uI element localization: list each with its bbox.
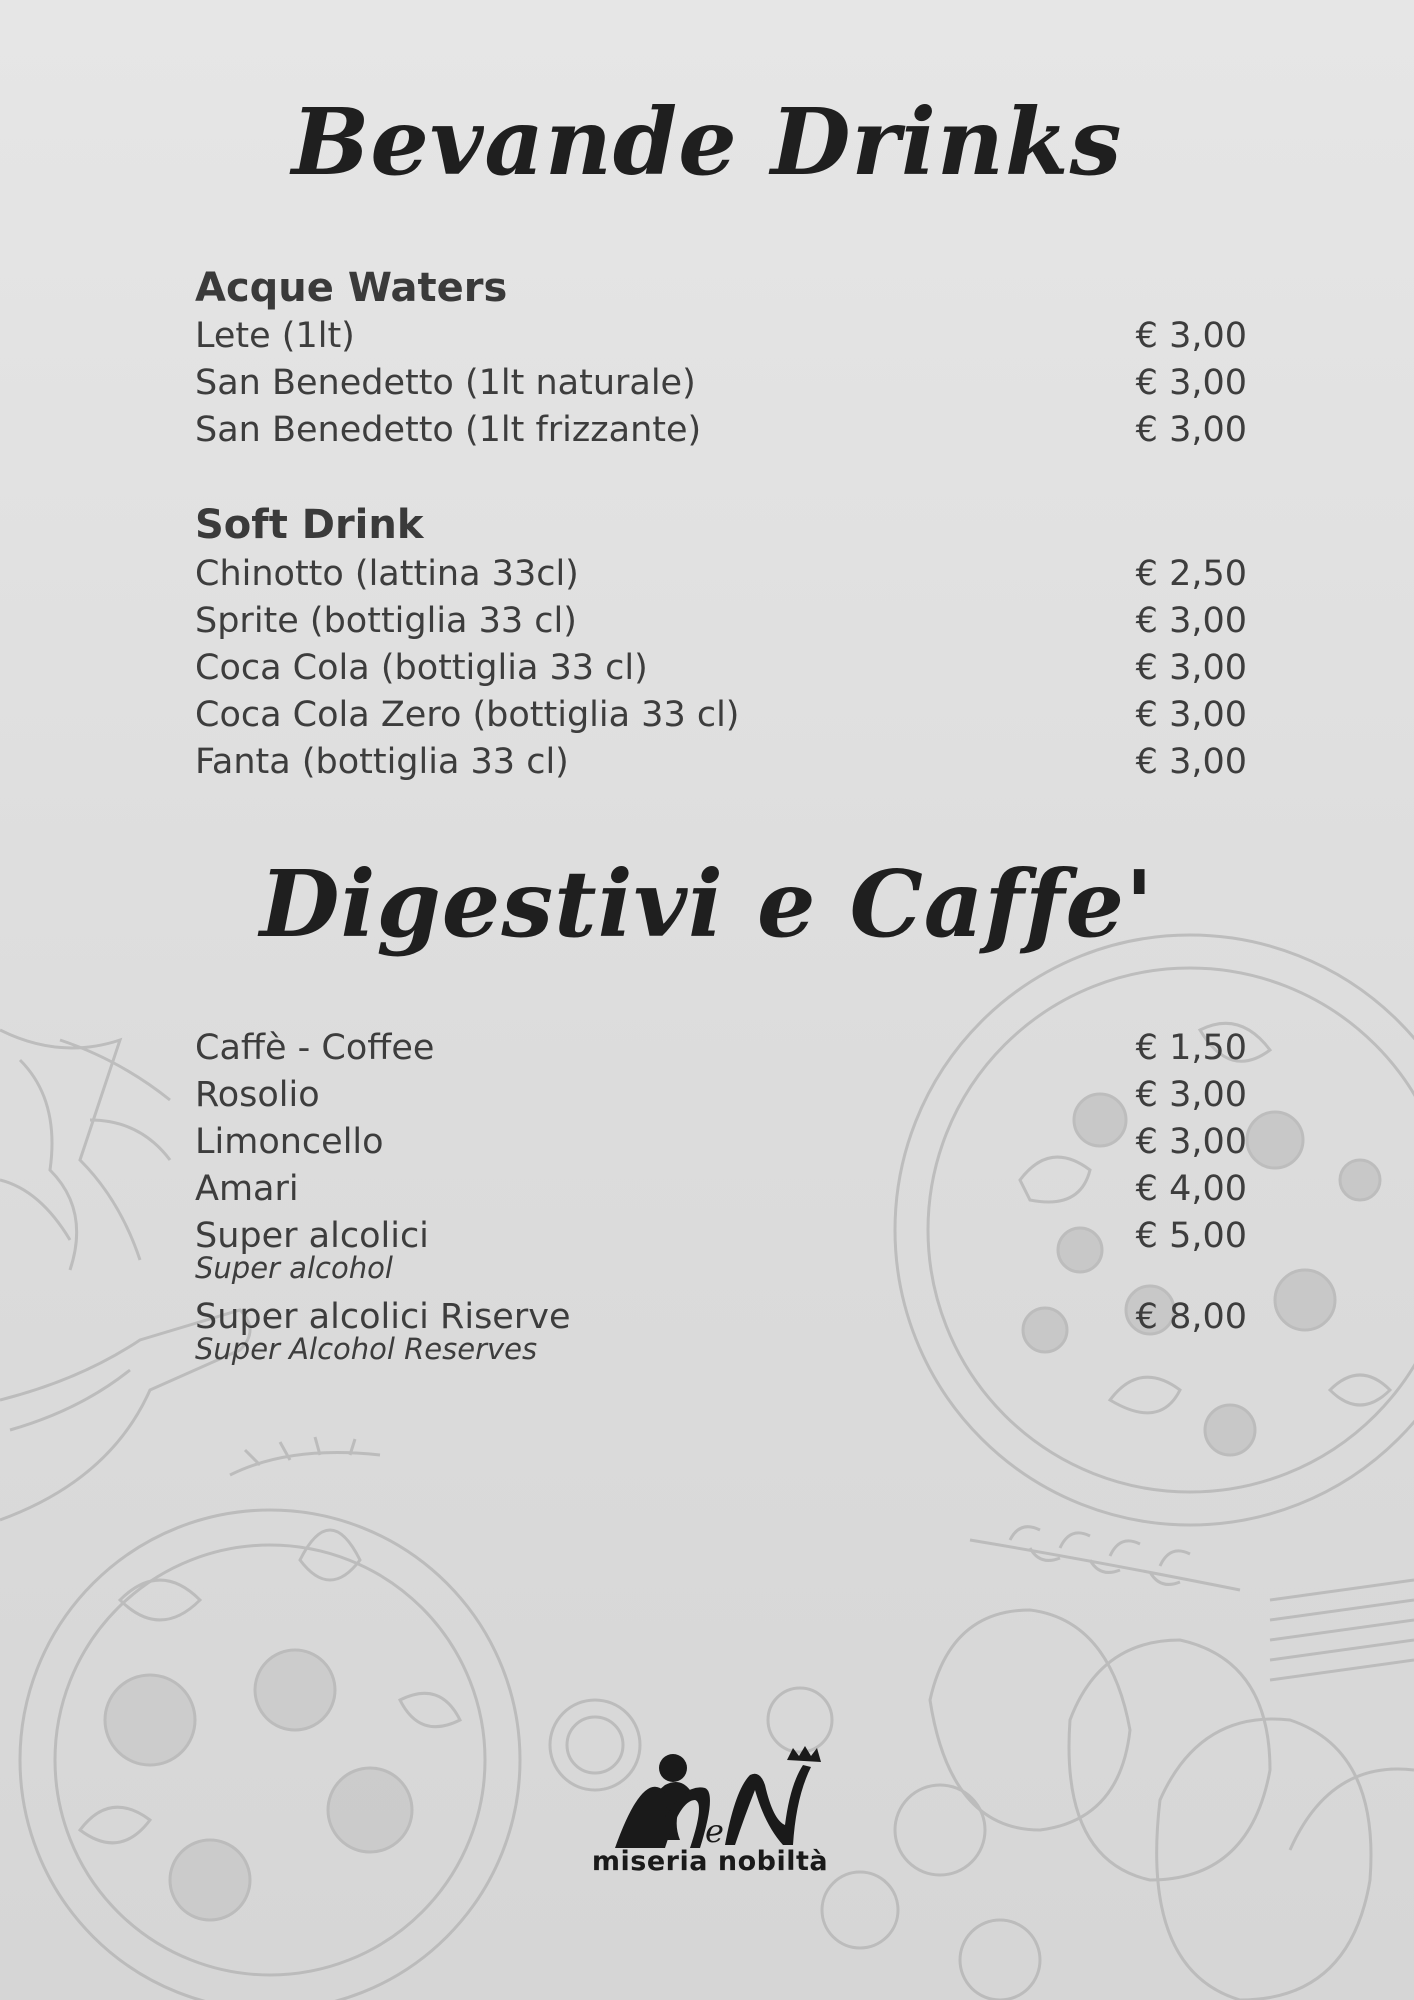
menu-item — [195, 1119, 1247, 1166]
waters-list — [195, 313, 1247, 454]
item-price: € 4,00 — [1135, 1169, 1247, 1209]
item-price: € 3,00 — [1135, 363, 1247, 403]
item-name: Lete (1lt) — [195, 316, 355, 356]
bread-illustration-icon — [930, 1610, 1414, 2000]
item-price: € 2,50 — [1135, 554, 1247, 594]
menu-item — [195, 1025, 1247, 1072]
menu-item — [195, 313, 1247, 360]
menu-item — [195, 1072, 1247, 1119]
logo-text: miseria nobiltà — [591, 1846, 829, 1877]
item-name: Fanta (bottiglia 33 cl) — [195, 742, 569, 782]
item-name: San Benedetto (1lt frizzante) — [195, 410, 702, 450]
item-price: € 3,00 — [1135, 648, 1247, 688]
item-price: € 3,00 — [1135, 742, 1247, 782]
herb-illustration-icon — [0, 1030, 170, 1270]
item-subtitle: Super alcohol — [195, 1251, 393, 1285]
olive-branch-illustration-icon — [970, 1527, 1240, 1590]
item-name: Rosolio — [195, 1075, 320, 1115]
item-price: € 1,50 — [1135, 1028, 1247, 1068]
menu-item — [195, 598, 1247, 645]
item-name: Sprite (bottiglia 33 cl) — [195, 601, 577, 641]
item-name: Coca Cola Zero (bottiglia 33 cl) — [195, 695, 740, 735]
svg-text:e: e — [705, 1812, 724, 1850]
item-name: San Benedetto (1lt naturale) — [195, 363, 696, 403]
item-subtitle: Super Alcohol Reserves — [195, 1332, 538, 1366]
digestivi-list — [195, 1025, 1247, 1375]
item-price: € 8,00 — [1135, 1297, 1247, 1337]
item-name: Super alcolici — [195, 1216, 429, 1256]
menu-item — [195, 1213, 1247, 1294]
men-crown-logo-icon — [595, 1740, 825, 1852]
brand-logo — [585, 1740, 835, 1900]
pasta-sticks-illustration-icon — [1270, 1580, 1414, 1680]
menu-item — [195, 645, 1247, 692]
menu-item — [195, 1294, 1247, 1375]
menu-item — [195, 1166, 1247, 1213]
soft-drink-heading: Soft Drink — [195, 502, 424, 548]
digestivi-title: Digestivi e Caffe' — [259, 850, 1155, 958]
menu-item — [195, 739, 1247, 786]
item-name: Amari — [195, 1169, 299, 1209]
item-price: € 3,00 — [1135, 410, 1247, 450]
item-name: Chinotto (lattina 33cl) — [195, 554, 579, 594]
drinks-title: Bevande Drinks — [291, 88, 1123, 196]
item-price: € 5,00 — [1135, 1216, 1247, 1256]
menu-item — [195, 407, 1247, 454]
item-price: € 3,00 — [1135, 601, 1247, 641]
item-name: Super alcolici Riserve — [195, 1297, 571, 1337]
menu-item — [195, 551, 1247, 598]
rosemary-illustration-icon — [230, 1437, 380, 1475]
item-name: Coca Cola (bottiglia 33 cl) — [195, 648, 648, 688]
item-price: € 3,00 — [1135, 316, 1247, 356]
item-name: Caffè - Coffee — [195, 1028, 435, 1068]
item-price: € 3,00 — [1135, 1122, 1247, 1162]
waters-heading: Acque Waters — [195, 265, 508, 311]
item-price: € 3,00 — [1135, 1075, 1247, 1115]
pasta-plate-illustration-icon — [20, 1510, 520, 2000]
item-price: € 3,00 — [1135, 695, 1247, 735]
menu-item — [195, 360, 1247, 407]
item-name: Limoncello — [195, 1122, 384, 1162]
menu-item — [195, 692, 1247, 739]
soft-drink-list — [195, 551, 1247, 786]
